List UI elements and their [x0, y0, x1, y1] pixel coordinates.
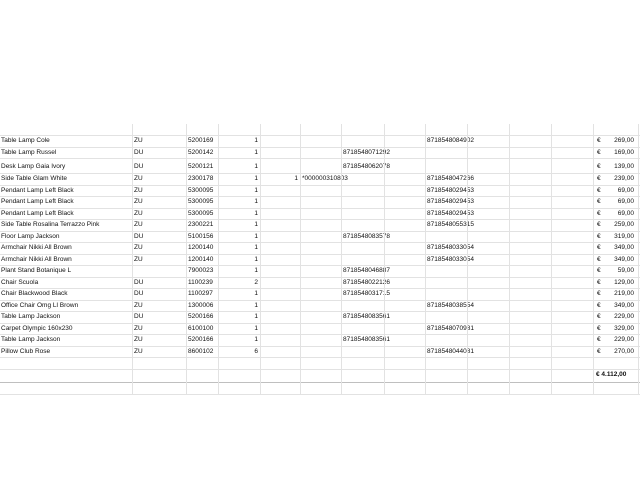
- cell-name[interactable]: Pendant Lamp Left Black: [1, 198, 74, 205]
- cell-cur[interactable]: €: [597, 137, 601, 144]
- cell-code[interactable]: ZU: [134, 324, 143, 332]
- cell-art[interactable]: 5300095: [188, 198, 214, 205]
- cell-qty[interactable]: 1: [254, 137, 258, 144]
- cell-ean2[interactable]: 8718548022126: [343, 278, 390, 286]
- cell-cur[interactable]: €: [597, 175, 601, 182]
- grid-line: [384, 124, 385, 395]
- cell-price[interactable]: 229,00: [614, 336, 634, 343]
- cell-qty[interactable]: 1: [254, 301, 258, 309]
- cell-art[interactable]: 5200166: [188, 336, 214, 343]
- cell-code[interactable]: ZU: [134, 336, 143, 343]
- cell-name[interactable]: Side Table Glam White: [1, 175, 67, 182]
- cell-qty[interactable]: 1: [254, 324, 258, 332]
- cell-cur[interactable]: €: [597, 255, 601, 263]
- cell-cur[interactable]: €: [597, 301, 601, 309]
- table-row[interactable]: [0, 266, 640, 278]
- grid-line: [467, 124, 468, 395]
- cell-price[interactable]: 239,00: [614, 175, 634, 182]
- table-row[interactable]: [0, 335, 640, 347]
- cell-code[interactable]: ZU: [134, 175, 143, 182]
- cell-art[interactable]: 6100100: [188, 324, 214, 332]
- cell-cur[interactable]: €: [597, 324, 601, 332]
- cell-price[interactable]: 259,00: [614, 221, 634, 228]
- cell-name[interactable]: Desk Lamp Gaia Ivory: [1, 163, 66, 170]
- cell-code[interactable]: ZU: [134, 209, 143, 217]
- grid-line: [509, 124, 510, 395]
- cell-ean2[interactable]: 8718548071292: [343, 148, 390, 156]
- cell-ean2[interactable]: 8718548046887: [343, 267, 390, 274]
- cell-ean3[interactable]: 8718548038554: [427, 301, 474, 309]
- cell-art[interactable]: 5200166: [188, 313, 214, 320]
- cell-ean2[interactable]: 8718548062078: [343, 163, 390, 170]
- cell-price[interactable]: 269,00: [614, 137, 634, 144]
- cell-ean3[interactable]: 8718548033054: [427, 255, 474, 263]
- cell-name[interactable]: Pendant Lamp Left Black: [1, 209, 74, 217]
- cell-code[interactable]: DU: [134, 163, 144, 170]
- cell-qty[interactable]: 2: [254, 278, 258, 286]
- cell-ean3[interactable]: 8718548029453: [427, 209, 474, 217]
- cell-n1[interactable]: [262, 347, 298, 358]
- cell-code[interactable]: ZU: [134, 255, 143, 263]
- cell-code[interactable]: ZU: [134, 347, 143, 355]
- cell-name[interactable]: Table Lamp Jackson: [1, 313, 61, 320]
- grid-line: [260, 124, 261, 395]
- cell-qty[interactable]: 1: [254, 336, 258, 343]
- table-row[interactable]: [0, 383, 640, 395]
- cell-n1[interactable]: [262, 186, 298, 197]
- cell-name[interactable]: Pendant Lamp Left Black: [1, 186, 74, 194]
- grid-line: [425, 124, 426, 395]
- cell-art[interactable]: 8600102: [188, 347, 214, 355]
- table-row[interactable]: [0, 209, 640, 221]
- cell-price[interactable]: 139,00: [614, 163, 634, 170]
- cell-price[interactable]: 219,00: [614, 290, 634, 297]
- cell-ean3[interactable]: 8718548070981: [427, 324, 474, 332]
- cell-n1[interactable]: [262, 301, 298, 312]
- cell-name[interactable]: Pillow Club Rose: [1, 347, 51, 355]
- cell-n1[interactable]: [262, 136, 298, 147]
- cell-art[interactable]: 1200140: [188, 244, 214, 251]
- cell-n1[interactable]: [262, 312, 298, 323]
- cell-code[interactable]: ZU: [134, 301, 143, 309]
- cell-qty[interactable]: 1: [254, 267, 258, 274]
- cell-n1[interactable]: [262, 266, 298, 277]
- cell-n1[interactable]: [262, 255, 298, 266]
- cell-name[interactable]: Table Lamp Russel: [1, 148, 57, 156]
- cell-name[interactable]: Armchair Nikki All Brown: [1, 244, 72, 251]
- cell-cur[interactable]: €: [597, 186, 601, 194]
- cell-code[interactable]: DU: [134, 148, 144, 156]
- cell-code[interactable]: DU: [134, 278, 144, 286]
- cell-ean2[interactable]: 8718548083578: [343, 232, 390, 240]
- cell-n1[interactable]: [262, 209, 298, 220]
- cell-name[interactable]: Chair Scuola: [1, 278, 39, 286]
- cell-name[interactable]: Armchair Nikki All Brown: [1, 255, 72, 263]
- cell-n1[interactable]: [262, 278, 298, 289]
- table-row[interactable]: [0, 278, 640, 290]
- cell-cur[interactable]: €: [597, 267, 601, 274]
- cell-art[interactable]: 5300095: [188, 186, 214, 194]
- cell-qty[interactable]: 1: [254, 186, 258, 194]
- cell-ean2[interactable]: 8718548083561: [343, 336, 390, 343]
- grid-line: [218, 124, 219, 395]
- cell-qty[interactable]: 1: [254, 255, 258, 263]
- cell-art[interactable]: 1100239: [188, 278, 213, 286]
- cell-name[interactable]: Carpet Olympic 160x230: [1, 324, 73, 332]
- table-row[interactable]: [0, 136, 640, 148]
- cell-cur[interactable]: €: [597, 313, 601, 320]
- cell-ean3[interactable]: 8718548029453: [427, 186, 474, 194]
- cell-art[interactable]: 2300178: [188, 175, 214, 182]
- cell-qty[interactable]: 1: [254, 244, 258, 251]
- cell-art[interactable]: 1200140: [188, 255, 214, 263]
- cell-cur[interactable]: €: [597, 290, 601, 297]
- cell-art[interactable]: 5200142: [188, 148, 214, 156]
- cell-price[interactable]: 129,00: [614, 278, 634, 286]
- cell-name[interactable]: Chair Blackwood Black: [1, 290, 68, 297]
- cell-ean2[interactable]: 8718548031715: [343, 290, 390, 297]
- table-row[interactable]: [0, 220, 640, 232]
- cell-price[interactable]: 69,00: [617, 198, 634, 205]
- cell-code[interactable]: ZU: [134, 198, 143, 205]
- cell-ean3[interactable]: 8718548029453: [427, 198, 474, 205]
- cell-ean3[interactable]: 8718548084902: [427, 137, 474, 144]
- cell-art[interactable]: 1100297: [188, 290, 213, 297]
- cell-price[interactable]: 349,00: [614, 301, 634, 309]
- table-row[interactable]: [0, 232, 640, 244]
- cell-ean3[interactable]: 8718548047266: [427, 175, 474, 182]
- cell-qty[interactable]: 1: [254, 209, 258, 217]
- cell-code[interactable]: ZU: [134, 137, 143, 144]
- cell-n1[interactable]: [262, 335, 298, 346]
- grid-line: [186, 124, 187, 395]
- spreadsheet: [0, 124, 640, 395]
- grand-total[interactable]: € 4.112,00: [596, 371, 627, 378]
- cell-art[interactable]: 5300095: [188, 209, 214, 217]
- cell-name[interactable]: Plant Stand Botanique L: [1, 267, 72, 274]
- table-row[interactable]: [0, 148, 640, 160]
- cell-cur[interactable]: €: [597, 244, 601, 251]
- cell-ean2[interactable]: 8718548083561: [343, 313, 390, 320]
- cell-name[interactable]: Side Table Rosalina Terrazzo Pink: [1, 221, 100, 228]
- cell-price[interactable]: 69,00: [617, 186, 634, 194]
- cell-name[interactable]: Floor Lamp Jackson: [1, 232, 60, 240]
- cell-cur[interactable]: €: [597, 347, 601, 355]
- cell-n1[interactable]: [262, 220, 298, 231]
- cell-qty[interactable]: 1: [254, 163, 258, 170]
- cell-n1[interactable]: [262, 159, 298, 173]
- grid-line: [551, 124, 552, 395]
- table-row[interactable]: [0, 159, 640, 174]
- cell-cur[interactable]: €: [597, 221, 601, 228]
- table-row[interactable]: [0, 347, 640, 359]
- cell-art[interactable]: 2300221: [188, 221, 214, 228]
- cell-code[interactable]: DU: [134, 232, 144, 240]
- table-row[interactable]: [0, 174, 640, 186]
- cell-art[interactable]: 5200169: [188, 137, 214, 144]
- cell-cur[interactable]: €: [597, 163, 601, 170]
- cell-cur[interactable]: €: [597, 198, 601, 205]
- cell-n1[interactable]: [262, 289, 298, 300]
- cell-n1[interactable]: [262, 324, 298, 335]
- table-row[interactable]: [0, 124, 640, 136]
- cell-code[interactable]: DU: [134, 313, 144, 320]
- table-row[interactable]: [0, 255, 640, 267]
- cell-price[interactable]: 319,00: [614, 232, 634, 240]
- cell-qty[interactable]: 6: [254, 347, 258, 355]
- table-row[interactable]: [0, 197, 640, 209]
- cell-cur[interactable]: €: [597, 232, 601, 240]
- table-row[interactable]: [0, 312, 640, 324]
- grid-line: [341, 124, 342, 395]
- cell-price[interactable]: 169,00: [614, 148, 634, 156]
- cell-n1[interactable]: [262, 243, 298, 254]
- cell-art[interactable]: 7900023: [188, 267, 214, 274]
- cell-cur[interactable]: €: [597, 209, 601, 217]
- table-row[interactable]: [0, 186, 640, 198]
- table-row[interactable]: [0, 301, 640, 313]
- cell-cur[interactable]: €: [597, 336, 601, 343]
- grid-line: [593, 124, 594, 395]
- cell-name[interactable]: Table Lamp Jackson: [1, 336, 61, 343]
- cell-price[interactable]: 349,00: [614, 255, 634, 263]
- table-row[interactable]: [0, 324, 640, 336]
- total-row[interactable]: [0, 370, 640, 383]
- table-row[interactable]: [0, 289, 640, 301]
- grid-line: [132, 124, 133, 395]
- cell-code[interactable]: ZU: [134, 186, 143, 194]
- cell-ean1[interactable]: *000000310803: [302, 175, 348, 182]
- grid-line: [300, 124, 301, 395]
- cell-qty[interactable]: 1: [254, 198, 258, 205]
- cell-qty[interactable]: 1: [254, 290, 258, 297]
- cell-qty[interactable]: 1: [254, 175, 258, 182]
- cell-price[interactable]: 229,00: [614, 313, 634, 320]
- cell-n1[interactable]: [262, 148, 298, 159]
- cell-qty[interactable]: 1: [254, 313, 258, 320]
- cell-art[interactable]: 5100156: [188, 232, 214, 240]
- cell-code[interactable]: ZU: [134, 244, 143, 251]
- cell-ean3[interactable]: 8718548055315: [427, 221, 474, 228]
- cell-price[interactable]: 329,00: [614, 324, 634, 332]
- cell-qty[interactable]: 1: [254, 221, 258, 228]
- cell-cur[interactable]: €: [597, 148, 601, 156]
- grid-line: [638, 124, 639, 395]
- cell-qty[interactable]: 1: [254, 232, 258, 240]
- cell-qty[interactable]: 1: [254, 148, 258, 156]
- cell-price[interactable]: 270,00: [614, 347, 634, 355]
- cell-cur[interactable]: €: [597, 278, 601, 286]
- cell-n1[interactable]: [262, 197, 298, 208]
- cell-art[interactable]: 1300006: [188, 301, 214, 309]
- cell-ean3[interactable]: 8718548044081: [427, 347, 474, 355]
- cell-name[interactable]: Table Lamp Cole: [1, 137, 50, 144]
- cell-price[interactable]: 349,00: [614, 244, 634, 251]
- table-row[interactable]: [0, 243, 640, 255]
- cell-art[interactable]: 5200121: [188, 163, 214, 170]
- cell-name[interactable]: Office Chair Omg Ll Brown: [1, 301, 79, 309]
- cell-code[interactable]: DU: [134, 290, 144, 297]
- cell-n1[interactable]: [262, 232, 298, 243]
- table-row[interactable]: [0, 358, 640, 370]
- cell-code[interactable]: ZU: [134, 221, 143, 228]
- cell-price[interactable]: 59,00: [617, 267, 634, 274]
- cell-price[interactable]: 69,00: [617, 209, 634, 217]
- cell-n1[interactable]: 1: [294, 175, 298, 182]
- cell-ean3[interactable]: 8718548033054: [427, 244, 474, 251]
